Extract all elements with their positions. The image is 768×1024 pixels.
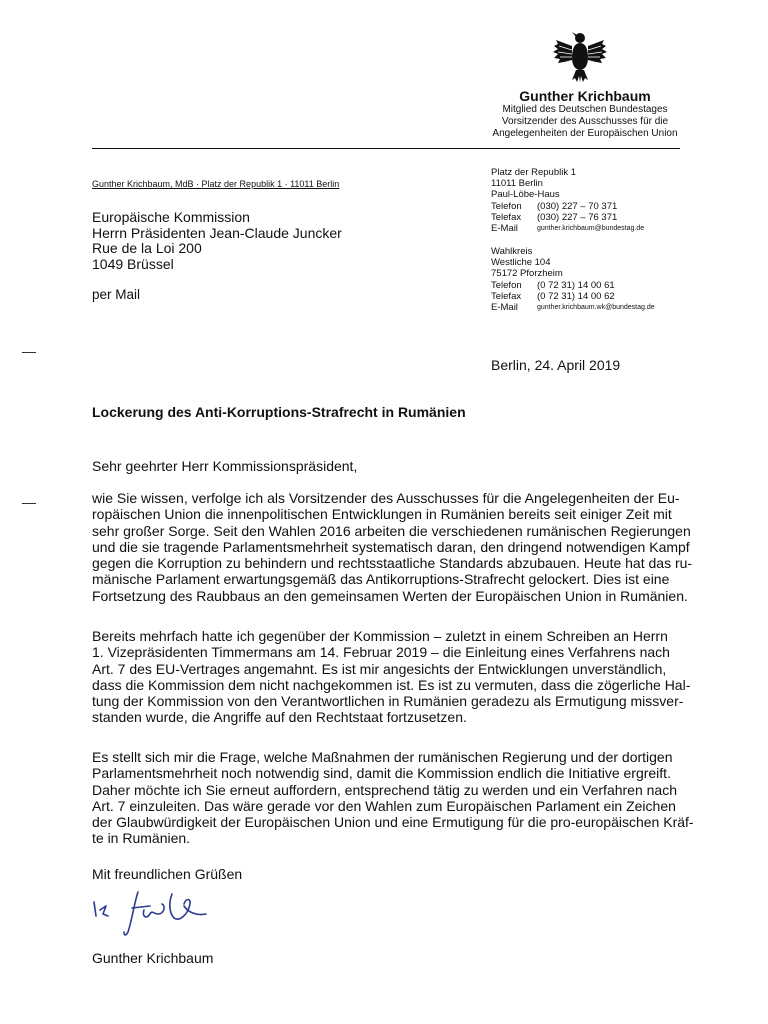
contact-address: 11011 Berlin xyxy=(491,178,543,190)
letterhead-role-2: Vorsitzender des Ausschusses für die xyxy=(501,116,669,127)
fax-value: (0 72 31) 14 00 62 xyxy=(537,290,615,302)
fold-mark xyxy=(22,352,36,353)
body-line: Fortsetzung des Raubbaus an den gemeinsamen Werten der Europäischen Union in Rumänien. xyxy=(92,587,688,604)
body-line: Art. 7 des EU-Vertrages angemahnt. Es ist mir angesichts der Entwicklungen unverständlich, xyxy=(92,660,667,677)
letterhead-name: Gunther Krichbaum xyxy=(519,88,651,104)
body-line: 1. Vizepräsidenten Timmermans am 14. Februar 2019 – die Einleitung eines Verfahrens nach xyxy=(92,644,670,661)
body-line: standen wurde, die Angriffe auf den Rechtstaat fortzusetzen. xyxy=(92,709,467,726)
contact-address: Platz der Republik 1 xyxy=(491,167,577,178)
body-line: sehr großer Sorge. Seit den Wahlen 2016 arbeiten die verschiedenen rumänischen Regierungen xyxy=(92,522,691,539)
body-line: gegen die Korruption zu behindern und rechtsstaatliche Standards abzubauen. Heute hat das ru- xyxy=(92,555,693,572)
contact-fax xyxy=(491,291,655,302)
body-line: Es stellt sich mir die Frage, welche Maßnahmen der rumänischen Regierung und der dortigen xyxy=(92,749,673,765)
contact-phone xyxy=(491,201,644,212)
body-line: te in Rumänien. xyxy=(92,830,191,847)
recipient-address xyxy=(92,209,342,271)
body-line: Bereits mehrfach hatte ich gegenüber der Kommission – zuletzt in einem Schreiben an Herrn xyxy=(92,628,668,644)
body-paragraph-1 xyxy=(92,490,700,604)
berlin-office-contact xyxy=(491,167,644,234)
constituency-office-contact xyxy=(491,246,655,313)
body-line: und die sie tragende Parlamentsmehrheit systematisch daran, den dringend notwendigen Kampf xyxy=(92,538,690,555)
body-line: ropäischen Union die innenpolitischen Entwicklungen in Rumänien bereits seit einiger Zeit mit xyxy=(92,506,672,523)
body-line: dass die Kommission dem nicht nachgekommen ist. Es ist zu vermuten, dass die zögerliche Hal- xyxy=(92,676,691,693)
letter-date: Berlin, 24. April 2019 xyxy=(491,357,621,373)
body-line: der Glaubwürdigkeit der Europäischen Union und eine Ermutigung für die pro-europäischen Kräf- xyxy=(92,814,694,831)
fax-label: Telefax xyxy=(491,211,522,223)
phone-label: Telefon xyxy=(491,279,522,291)
signature-name: Gunther Krichbaum xyxy=(92,950,214,966)
contact-email xyxy=(491,302,655,313)
letterhead-role-1: Mitglied des Deutschen Bundestages xyxy=(502,104,668,115)
recipient-line: 1049 Brüssel xyxy=(92,255,174,272)
salutation: Sehr geehrter Herr Kommissionspräsident, xyxy=(92,458,358,474)
fax-label: Telefax xyxy=(491,290,522,302)
letterhead-role-3: Angelegenheiten der Europäischen Union xyxy=(492,128,678,139)
email-value: gunther.krichbaum.wk@bundestag.de xyxy=(537,303,655,311)
body-line: tung der Kommission von den Verantwortlichen in Rumänien geradezu als Ermutigung missver- xyxy=(92,693,684,710)
sender-return-line: Gunther Krichbaum, MdB · Platz der Republik 1 · 11011 Berlin xyxy=(92,179,340,189)
body-line: Art. 7 einzuleiten. Das wäre gerade vor den Wahlen zum Europäischen Parlament ein Zeichen xyxy=(92,797,676,814)
phone-label: Telefon xyxy=(491,200,522,212)
delivery-method: per Mail xyxy=(92,287,141,302)
federal-eagle-icon xyxy=(550,26,610,86)
phone-value: (0 72 31) 14 00 61 xyxy=(537,279,615,291)
contact-fax xyxy=(491,212,644,223)
contact-address: 75172 Pforzheim xyxy=(491,268,563,280)
body-line: wie Sie wissen, verfolge ich als Vorsitzender des Ausschusses für die Angelegenheiten der Eu- xyxy=(92,490,680,506)
fax-value: (030) 227 – 76 371 xyxy=(537,211,618,223)
body-line: Daher möchte ich Sie erneut auffordern, entsprechend tätig zu werden und ein Verfahren nach xyxy=(92,781,678,798)
letterhead xyxy=(470,88,700,140)
recipient-line: Europäische Kommission xyxy=(92,209,250,225)
email-value: gunther.krichbaum@bundestag.de xyxy=(537,224,645,232)
body-paragraph-2 xyxy=(92,628,700,726)
fold-mark xyxy=(22,503,36,504)
email-label: E-Mail xyxy=(491,222,518,234)
contact-address: Westliche 104 xyxy=(491,257,551,269)
body-line: mänische Parlament erwartungsgemäß das Antikorruptions-Strafrecht gelockert. Dies ist eine xyxy=(92,571,670,588)
contact-address: Paul-Löbe-Haus xyxy=(491,189,560,201)
recipient-line: Herrn Präsidenten Jean-Claude Juncker xyxy=(92,224,342,241)
body-paragraph-3 xyxy=(92,749,700,847)
recipient-line: Rue de la Loi 200 xyxy=(92,240,202,256)
letter-subject: Lockerung des Anti-Korruptions-Strafrecht in Rumänien xyxy=(92,404,466,420)
contact-email xyxy=(491,223,644,234)
email-label: E-Mail xyxy=(491,301,518,313)
body-line: Parlamentsmehrheit noch notwendig sind, damit die Kommission endlich die Initiative ergreift. xyxy=(92,765,671,782)
header-divider xyxy=(92,148,680,149)
phone-value: (030) 227 – 70 371 xyxy=(537,200,618,212)
contact-title: Wahlkreis xyxy=(491,246,533,257)
handwritten-signature xyxy=(88,880,218,940)
closing: Mit freundlichen Grüßen xyxy=(92,866,243,882)
contact-phone xyxy=(491,280,655,291)
